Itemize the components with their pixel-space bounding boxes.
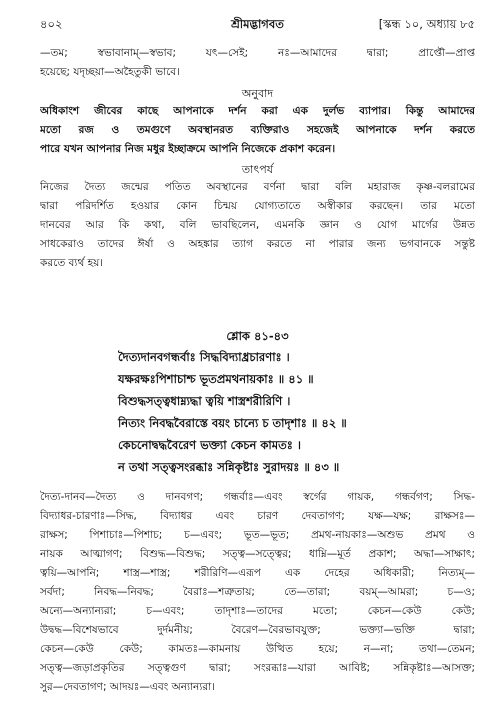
synonym-line: সর্বদা; নিবদ্ধ—নিবদ্ধ; বৈরাঃ—শত্রুতায়; তে—তারা; বয়ম্—আমরা; চ—ও; (40, 586, 475, 598)
verse-line: দৈত্যদানবগন্ধর্বাঃ সিদ্ধবিদ্যাধ্রচারণাঃ । (118, 350, 290, 364)
synonym-line: বিদ্যাধর-চারণাঃ—সিদ্ধ, বিদ্যাধর এবং চারণ দেবতাগণ; যক্ষ—যক্ষ; রাক্ষসঃ— (40, 510, 475, 522)
verse-line: কেচনোদ্বদ্ধবৈরেণ ভক্ত্যা কেচন কামতঃ । (118, 438, 301, 452)
synonym-line: সুর—দেবতাগণ; আদয়ঃ—এবং অন্যান্যরা। (40, 681, 215, 693)
synonym-line: সত্ত্ব—জড়াপ্রকৃতির সত্ত্বগুণ দ্বারা; সংরব্ধাঃ—যারা আবিষ্ট; সন্নিকৃষ্টাঃ—আসক্ত; (40, 662, 475, 674)
purport-line: দ্বারা পরিদর্শিত হওয়ার কোন চিন্ময় যোগ্যতাতে অস্বীকার করছেন। তার মতো (40, 200, 475, 212)
translation-line: মতো রজ ও তমগুণে অবস্থানরত ব্যক্তিরাও সহজেই আপনাকে দর্শন করতে (40, 124, 475, 136)
section-reference: [স্কন্ধ ১০, অধ্যায় ৮৫ (378, 17, 475, 31)
synonym-line: উদ্বদ্ধ—বিশেষভাবে দুর্দমনীয়; বৈরেণ—বৈরভাবযুক্ত; ভক্ত্যা—ভক্তি দ্বারা; (40, 624, 475, 636)
synonym-line: —তম; স্বভাবানাম্—স্বভাব; যৎ—সেই; নঃ—আমাদের দ্বারা; প্রাপ্তৌ—প্রাপ্ত (40, 47, 475, 59)
page-header (40, 14, 475, 34)
synonym-line: হয়েছে; যদৃচ্ছয়া—অহৈতুকী ভাবে। (40, 66, 180, 78)
synonym-line: নায়ক আত্মাগণ; বিশুদ্ধ—বিশুদ্ধ; সত্ত্ব—সত্ত্বের; ধাম্নি—মূর্ত প্রকাশ; অদ্ধা—সাক্ষাৎ; (40, 548, 475, 560)
purport-text (40, 178, 475, 273)
synonym-line: দৈত্য-দানব—দৈত্য ও দানবগণ; গন্ধর্বাঃ—এবং স্বর্গের গায়ক, গন্ধর্বগণ; সিদ্ধ- (40, 491, 475, 503)
synonyms-top (40, 44, 475, 82)
purport-line: সাধকেরাও তাদের ঈর্ষা ও অহঙ্কার ত্যাগ করতে না পারার জন্য ভগবানকে সন্তুষ্ট (40, 238, 475, 250)
translation-heading: অনুবাদ (241, 87, 274, 100)
synonym-line: ত্বয়ি—আপনি; শাস্ত্র—শাস্ত্র; শরীরিণি—এরূপ এক দেহের অধিকারী; নিত্যম্— (40, 567, 475, 579)
verse-line: ন তথা সত্ত্বসংরব্ধাঃ সন্নিকৃষ্টাঃ সুরাদয়ঃ ॥ ৪৩ ॥ (118, 460, 340, 474)
translation-line: অধিকাংশ জীবের কাছে আপনাকে দর্শন করা এক দুর্লভ ব্যাপার। কিন্তু আমাদের (40, 105, 475, 117)
synonyms-bottom (40, 488, 475, 697)
verse-line: যক্ষরক্ষঃপিশাচাশ্চ ভূতপ্রমথনায়কাঃ ॥ ৪১ ॥ (118, 372, 314, 386)
synonym-line: রাক্ষস; পিশাচাঃ—পিশাচ; চ—এবং; ভূত—ভূত; প্রমথ-নায়কাঃ—অশুভ প্রমথ ও (40, 529, 475, 541)
purport-line: করতে ব্যর্থ হয়। (40, 257, 104, 269)
purport-line: নিজের দৈত্য জন্মের পতিত অবস্থানের বর্ণনা দ্বারা বলি মহারাজ কৃষ্ণ-বলরামের (40, 181, 475, 193)
verse-line: নিত্যং নিবদ্ধবৈরাস্তে বয়ং চান্যে চ তাদৃশাঃ ॥ ৪২ ॥ (118, 416, 347, 430)
synonym-line: অন্যে—অন্যান্যরা; চ—এবং; তাদৃশাঃ—তাদের মতো; কেচন—কেউ কেউ; (40, 605, 475, 617)
purport-line: দানবের আর কি কথা, বলি ভাবছিলেন, এমনকি জ্ঞান ও যোগ মার্গের উন্নত (40, 219, 475, 231)
translation-line: পারে যখন আপনার নিজ মধুর ইচ্ছাক্রমে আপনি নিজেকে প্রকাশ করেন। (40, 143, 336, 155)
verse-line: বিশুদ্ধসত্ত্বধাম্ন্যদ্ধা ত্বয়ি শাস্ত্রশরীরিণি । (118, 394, 291, 408)
translation-text (40, 102, 475, 159)
book-title: শ্রীমদ্ভাগবত (231, 17, 284, 31)
page-number: ৪০২ (40, 17, 63, 31)
synonym-line: কেচন—কেউ কেউ; কামতঃ—কামনায় উত্থিত হয়ে; ন—না; তথা—তেমন; (40, 643, 475, 655)
verse-text (118, 346, 463, 478)
purport-heading: তাৎপর্য (241, 163, 274, 176)
verse-heading: শ্লোক ৪১-৪৩ (226, 329, 289, 343)
